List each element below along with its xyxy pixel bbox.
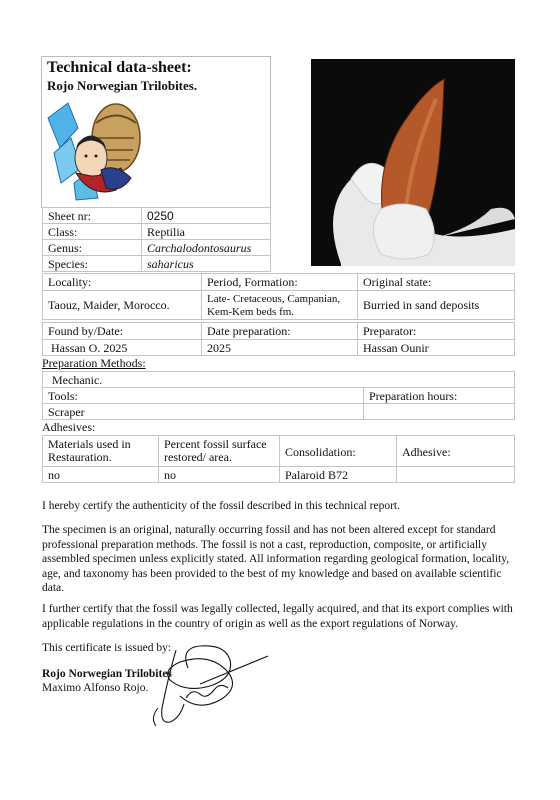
- preparation-method: Mechanic.: [42, 371, 515, 388]
- adhesives-heading: Adhesives:: [42, 420, 96, 434]
- sheet-nr-value: 0250: [141, 207, 271, 224]
- adhesive-value: [396, 466, 515, 483]
- percent-label: Percent fossil surface restored/ area.: [158, 435, 280, 467]
- consolidation-value: Palaroid B72: [279, 466, 397, 483]
- materials-label: Materials used in Restauration.: [42, 435, 159, 467]
- sheet-nr-label: Sheet nr:: [42, 207, 142, 224]
- issued-by-text: This certificate is issued by:: [42, 642, 172, 654]
- percent-value: no: [158, 466, 280, 483]
- person-name: Maximo Alfonso Rojo.: [42, 682, 149, 694]
- class-label: Class:: [42, 223, 142, 240]
- state-label: Original state:: [357, 273, 515, 291]
- class-value: Reptilia: [141, 223, 271, 240]
- tool-value: Scraper: [42, 403, 364, 420]
- adhesive-label: Adhesive:: [396, 435, 515, 467]
- certification-paragraph-3: I further certify that the fossil was legally collected, legally acquired, and that its export complies with applicable regulations in the country of origin as well as the export regulations of Norway.: [42, 603, 513, 630]
- period-value: Late- Cretaceous, Campanian, Kem-Kem beds fm.: [201, 290, 358, 320]
- date-prep-label: Date preparation:: [201, 322, 358, 340]
- materials-value: no: [42, 466, 159, 483]
- certification-paragraph-2: The specimen is an original, naturally occurring fossil and has not been altered except for standard professional preparation methods. The fossil is not a cast, reproduction, composite, or artificially assembled specimen unless explicitly stated. All information regarding geological formation, locality, age, and taxonomy has been provided to the best of my knowledge and based on available scientific data.: [42, 524, 510, 594]
- locality-label: Locality:: [42, 273, 202, 291]
- certification-paragraph-1: I hereby certify the authenticity of the fossil described in this technical report.: [42, 500, 400, 512]
- fossil-photo-icon: [311, 59, 515, 266]
- consolidation-label: Consolidation:: [279, 435, 397, 467]
- state-value: Burried in sand deposits: [357, 290, 515, 320]
- date-prep-value: 2025: [201, 339, 358, 356]
- found-label: Found by/Date:: [42, 322, 202, 340]
- hours-label: Preparation hours:: [363, 387, 515, 404]
- species-label: Species:: [42, 255, 142, 272]
- found-value: Hassan O. 2025: [42, 339, 202, 356]
- sheet-subtitle: Rojo Norwegian Trilobites.: [47, 78, 198, 93]
- hours-value: [363, 403, 515, 420]
- species-value: saharicus: [141, 255, 271, 272]
- trilobite-logo-icon: [46, 98, 146, 203]
- locality-value: Taouz, Maider, Morocco.: [42, 290, 202, 320]
- preparation-heading: Preparation Methods:: [42, 356, 146, 370]
- genus-label: Genus:: [42, 239, 142, 256]
- sheet-title: Technical data-sheet:: [47, 59, 192, 76]
- tools-label: Tools:: [42, 387, 364, 404]
- preparator-label: Preparator:: [357, 322, 515, 340]
- genus-value: Carchalodontosaurus: [141, 239, 271, 256]
- preparator-value: Hassan Ounir: [357, 339, 515, 356]
- period-label: Period, Formation:: [201, 273, 358, 291]
- company-name: Rojo Norwegian Trilobites: [42, 668, 172, 680]
- signature-icon: [140, 638, 270, 730]
